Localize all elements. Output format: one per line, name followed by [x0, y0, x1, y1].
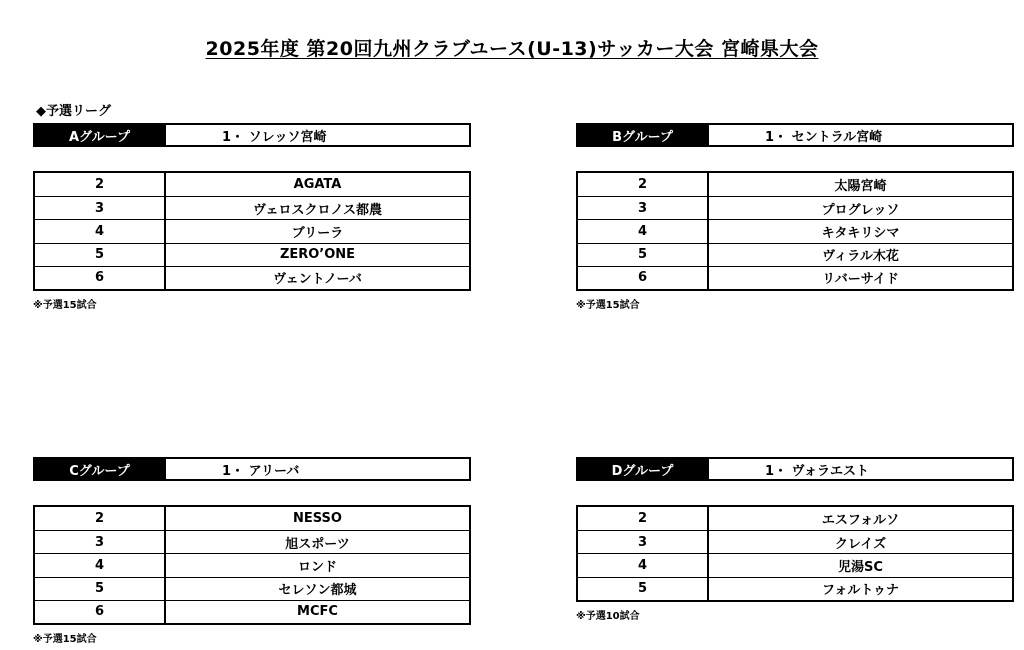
team-number: 5	[35, 244, 166, 266]
group-header	[576, 123, 1014, 147]
team-number: 5	[578, 578, 709, 600]
group-seed: 1・ ヴォラエスト	[709, 457, 1014, 481]
team-name: NESSO	[293, 511, 342, 527]
group-b	[576, 123, 1014, 311]
table-row	[35, 600, 469, 623]
team-number: 4	[35, 554, 166, 576]
team-name: AGATA	[293, 177, 342, 193]
match-count-note: ※予選15試合	[576, 299, 640, 311]
group-d	[576, 457, 1014, 622]
table-row	[578, 219, 1012, 242]
team-name: ブリーラ	[291, 225, 344, 241]
group-seed: 1・ ソレッソ宮崎	[166, 123, 471, 147]
group-seed: 1・ セントラル宮崎	[709, 123, 1014, 147]
team-table	[576, 171, 1014, 291]
page-title-text: 2025年度 第20回九州クラブユース(U-13)サッカー大会 宮崎県大会	[205, 38, 819, 60]
group-seed: 1・ アリーバ	[166, 457, 471, 481]
group-c	[33, 457, 471, 645]
team-number: 5	[35, 578, 166, 600]
table-row	[35, 507, 469, 530]
team-name: ヴェントノーバ	[273, 272, 362, 288]
table-row	[578, 266, 1012, 289]
team-name: プログレッソ	[821, 202, 900, 218]
team-name: エスフォルソ	[821, 513, 900, 529]
team-name: ヴェロスクロノス都農	[253, 202, 382, 218]
team-table	[576, 505, 1014, 602]
team-number: 2	[578, 173, 709, 196]
page-title	[0, 34, 1024, 61]
team-name: 太陽宮崎	[834, 179, 887, 195]
table-row	[35, 219, 469, 242]
team-number: 6	[35, 267, 166, 289]
team-number: 3	[578, 531, 709, 553]
team-number: 3	[35, 197, 166, 219]
table-row	[35, 530, 469, 553]
group-header	[576, 457, 1014, 481]
table-row	[35, 173, 469, 196]
team-number: 2	[35, 173, 166, 196]
group-name: Cグループ	[33, 457, 166, 481]
group-header	[33, 123, 471, 147]
group-header	[33, 457, 471, 481]
team-name: ZERO’ONE	[279, 247, 356, 263]
team-number: 2	[35, 507, 166, 530]
group-name: Bグループ	[576, 123, 709, 147]
table-row	[35, 577, 469, 600]
team-name: フォルトゥナ	[821, 583, 900, 599]
team-name: キタキリシマ	[821, 225, 900, 241]
match-count-note: ※予選10試合	[576, 610, 640, 622]
team-number: 6	[35, 601, 166, 623]
team-name: リバーサイド	[822, 272, 899, 288]
table-row	[578, 173, 1012, 196]
team-number: 6	[578, 267, 709, 289]
team-name: セレソン都城	[278, 583, 357, 599]
team-name: MCFC	[297, 604, 338, 620]
team-number: 4	[35, 220, 166, 242]
group-name: Dグループ	[576, 457, 709, 481]
team-name: 旭スポーツ	[285, 536, 350, 552]
group-a	[33, 123, 471, 311]
match-count-note: ※予選15試合	[33, 633, 97, 645]
team-number: 3	[35, 531, 166, 553]
team-number: 4	[578, 220, 709, 242]
table-row	[578, 553, 1012, 576]
table-row	[578, 577, 1012, 600]
table-row	[578, 530, 1012, 553]
team-name: ヴィラル木花	[822, 249, 899, 265]
table-row	[578, 507, 1012, 530]
table-row	[35, 553, 469, 576]
team-table	[33, 171, 471, 291]
team-name: クレイズ	[834, 536, 887, 552]
team-table	[33, 505, 471, 625]
team-name: ロンド	[297, 559, 337, 575]
group-name: Aグループ	[33, 123, 166, 147]
team-number: 3	[578, 197, 709, 219]
section-label: ◆予選リーグ	[36, 104, 111, 119]
team-name: 児湯SC	[838, 559, 883, 575]
table-row	[578, 196, 1012, 219]
table-row	[35, 196, 469, 219]
table-row	[578, 243, 1012, 266]
team-number: 2	[578, 507, 709, 530]
table-row	[35, 266, 469, 289]
match-count-note: ※予選15試合	[33, 299, 97, 311]
table-row	[35, 243, 469, 266]
team-number: 5	[578, 244, 709, 266]
team-number: 4	[578, 554, 709, 576]
